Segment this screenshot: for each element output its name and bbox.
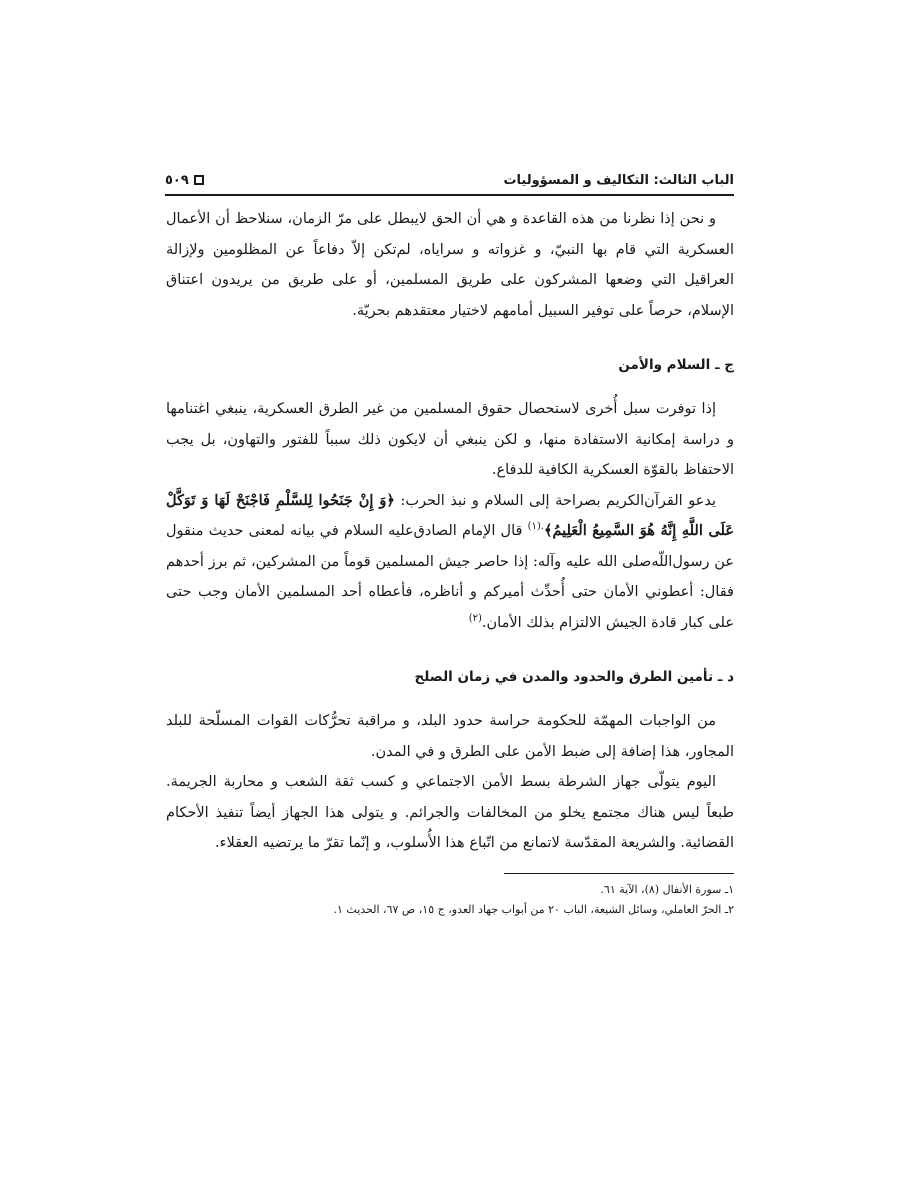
paragraph-1: و نحن إذا نظرنا من هذه القاعدة و هي أن الحق لايبطل على مرّ الزمان، سنلاحظ أن الأعمال العسكرية التي قام بها النبيّ، و غزواته و سراياه، لم‌تكن إلاّ دفاعاً عن المظلومين ولإزالة العراقيل التي وضعها المشركون على طريق المسلمين، أو على طريق من يريدون اعتناق الإسلام، حرصاً على توفير السبيل أمامهم لاختيار معتقدهم بحريّة. bbox=[166, 211, 734, 319]
footnote-ref-2: (٢) bbox=[468, 612, 482, 624]
footnote-divider bbox=[504, 873, 734, 874]
quran-verse: ﴿وَ إِنْ جَنَحُوا لِلسَّلْمِ فَاجْنَحْ لَهَا وَ تَوَكَّلْ عَلَى اللَّهِ إِنَّهُ هُوَ السَّمِيعُ الْعَلِيمُ﴾ bbox=[166, 491, 734, 539]
paragraph-3 bbox=[166, 486, 734, 639]
page-number-block bbox=[165, 173, 204, 188]
footnotes bbox=[166, 880, 734, 920]
page-number: ٥٠٩ bbox=[165, 172, 189, 188]
paragraph-2: إذا توفرت سبل أُخرى لاستحصال حقوق المسلمين من غير الطرق العسكرية، ينبغي اغتنامها و دراسة إمكانية الاستفادة منها، و لكن ينبغي أن لايكون ذلك سبباً للفتور والتهاون، بل يجب الاحتفاظ بالقوّة العسكرية الكافية للدفاع. bbox=[166, 401, 734, 478]
page-header bbox=[165, 166, 734, 194]
footnote-2: ٢ـ الحرّ العاملي، وسائل الشيعة، الباب ٢٠ من أبواب جهاد العدو، ج ١٥، ص ٦٧، الحديث ١. bbox=[333, 902, 734, 916]
section-heading-c: ج ـ السلام والأمن bbox=[618, 357, 734, 373]
paragraph-3-intro: يدعو القرآن‌الكريم بصراحة إلى السلام و نبذ الحرب: bbox=[394, 492, 716, 509]
footnote-1: ١ـ سورة الأنفال (٨)، الآية ٦١. bbox=[600, 882, 734, 896]
square-box-icon bbox=[194, 175, 204, 185]
footnote-ref-1: .(١) bbox=[527, 521, 544, 533]
paragraph-4: من الواجبات المهمّة للحكومة حراسة حدود البلد، و مراقبة تحرُّكات القوات المسلّحة للبلد المجاور، هذا إضافة إلى ضبط الأمن على الطرق و في المدن. bbox=[166, 713, 734, 760]
header-divider bbox=[165, 194, 734, 196]
section-heading-d: د ـ تأمين الطرق والحدود والمدن في زمان الصلح bbox=[414, 669, 734, 685]
paragraph-3-rest: قال الإمام الصادق‌عليه السلام في بيانه لمعنى حديث منقول عن رسول‌اللّه‌صلى الله عليه وآله: إذا حاصر جيش المسلمين قوماً من المشركين، ثم برز أحدهم فقال: أعطوني الأمان حتى أُحدِّث أميركم و أناظره، فأعطاه أحد المسلمين الأمان وجب حتى على كبار قادة الجيش الالتزام بذلك الأمان. bbox=[166, 523, 734, 631]
chapter-title: الباب الثالث: التكاليف و المسؤوليات bbox=[503, 172, 734, 188]
page-body bbox=[166, 204, 734, 920]
paragraph-5: اليوم يتولّى جهاز الشرطة بسط الأمن الاجتماعي و كسب ثقة الشعب و محاربة الجريمة. طبعاً ليس هناك مجتمع يخلو من المخالفات والجرائم. و يتولى هذا الجهاز أيضاً تنفيذ الأحكام القضائية. والشريعة المقدّسة لاتمانع من اتّباع هذا الأُسلوب، و إنّما تقرّ ما يرتضيه العقلاء. bbox=[166, 774, 734, 851]
